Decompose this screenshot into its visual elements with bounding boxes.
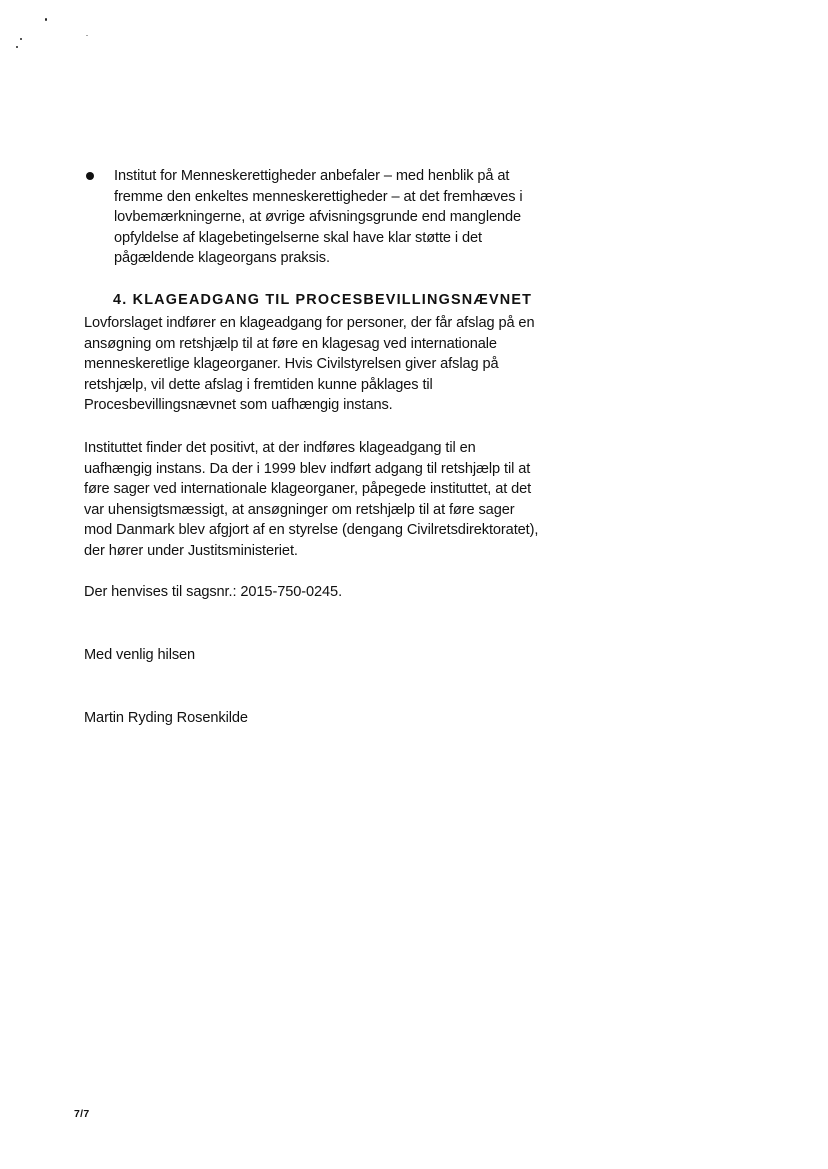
text-line: fremme den enkeltes menneskerettigheder – at det fremhæves i: [114, 188, 523, 205]
text-line: var uhensigtsmæssigt, at ansøgninger om retshjælp til at føre sager: [84, 501, 515, 518]
text-line: uafhængig instans. Da der i 1999 blev indført adgang til retshjælp til at: [84, 460, 531, 477]
paragraph-instituttet: [84, 438, 579, 562]
text-line: Institut for Menneskerettigheder anbefaler – med henblik på at: [114, 168, 510, 184]
text-line: ansøgning om retshjælp til at føre en klagesag ved internationale: [84, 335, 497, 352]
bullet-text: [114, 166, 566, 269]
scan-speck: [16, 46, 18, 48]
case-reference: Der henvises til sagsnr.: 2015-750-0245.: [84, 584, 343, 600]
closing-greeting: Med venlig hilsen: [84, 647, 196, 663]
signature-name: Martin Ryding Rosenkilde: [84, 710, 248, 726]
bullet-item: [86, 166, 566, 269]
text-line: retshjælp, vil dette afslag i fremtiden kunne påklages til: [84, 376, 433, 393]
text-line: føre sager ved internationale klageorganer, påpegede instituttet, at det: [84, 481, 532, 498]
bullet-dot-icon: [86, 172, 94, 180]
text-line: Procesbevillingsnævnet som uafhængig instans.: [84, 397, 393, 414]
section-heading: 4. KLAGEADGANG TIL PROCESBEVILLINGSNÆVNET: [113, 292, 533, 308]
text-line: menneskeretlige klageorganer. Hvis Civilstyrelsen giver afslag på: [84, 356, 499, 373]
text-line: lovbemærkningerne, at øvrige afvisningsgrunde end manglende: [114, 209, 522, 226]
text-line: pågældende klageorgans praksis.: [114, 250, 330, 267]
text-line: opfyldelse af klagebetingelserne skal have klar støtte i det: [114, 229, 482, 246]
page-number: 7/7: [74, 1108, 90, 1120]
text-line: mod Danmark blev afgjort af en styrelse (dengang Civilretsdirektoratet),: [84, 522, 539, 539]
scan-speck: [45, 18, 47, 21]
paragraph-lovforslaget: [84, 313, 579, 416]
scan-speck: [20, 38, 22, 40]
text-line: Lovforslaget indfører en klageadgang for personer, der får afslag på en: [84, 315, 535, 331]
text-line: Instituttet finder det positivt, at der indføres klageadgang til en: [84, 440, 476, 456]
text-line: der hører under Justitsministeriet.: [84, 542, 298, 559]
scan-speck: [86, 35, 88, 36]
